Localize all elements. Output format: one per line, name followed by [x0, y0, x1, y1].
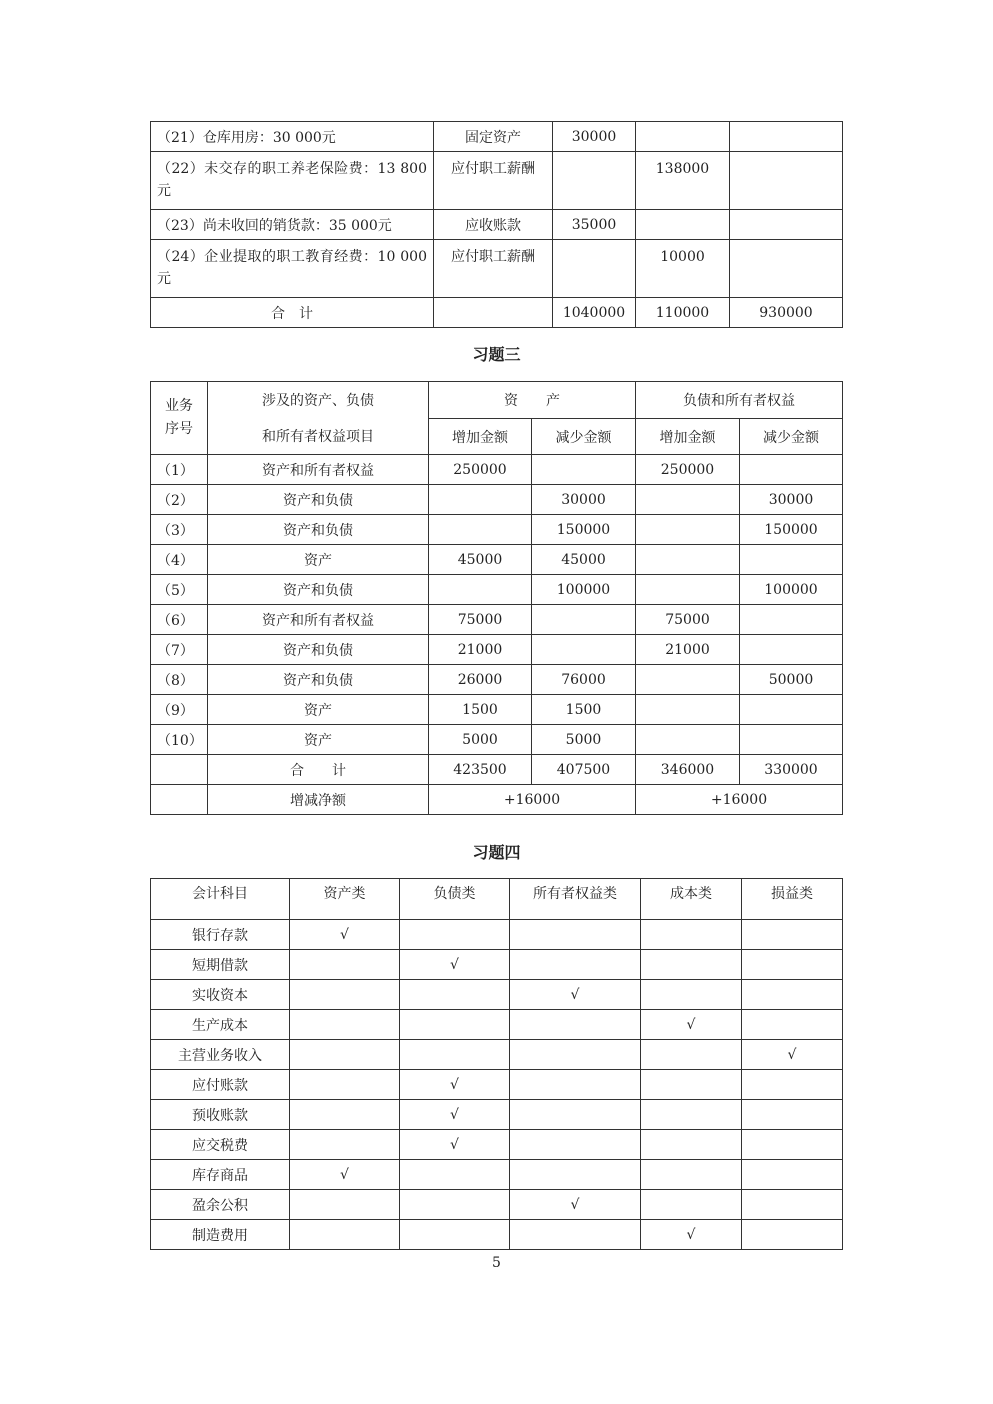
empty-cell	[742, 1010, 843, 1040]
exercise-3-title: 习题三	[472, 345, 521, 364]
empty-cell	[510, 1130, 641, 1160]
table-row	[151, 240, 843, 298]
check-mark: √	[290, 920, 400, 950]
header-liab-decrease: 减少金额	[740, 419, 843, 455]
row-asset-increase	[429, 515, 532, 545]
table-row	[151, 575, 843, 605]
table-row	[151, 122, 843, 152]
table-row	[151, 950, 843, 980]
table-row	[151, 1220, 843, 1250]
total-liab-increase: 346000	[636, 755, 740, 785]
empty-cell	[641, 980, 742, 1010]
row-item: 资产和负债	[208, 485, 429, 515]
total-asset-increase: 423500	[429, 755, 532, 785]
column-header: 所有者权益类	[510, 879, 641, 920]
net-liabilities: +16000	[636, 785, 843, 815]
row-amount-3	[730, 122, 843, 152]
empty-cell	[742, 1070, 843, 1100]
row-amount-1	[553, 240, 636, 298]
row-asset-decrease: 76000	[532, 665, 636, 695]
row-asset-decrease	[532, 605, 636, 635]
row-liab-increase	[636, 545, 740, 575]
row-liab-increase	[636, 485, 740, 515]
row-amount-2: 138000	[636, 152, 730, 210]
table-row	[151, 695, 843, 725]
row-seq: （2）	[151, 485, 208, 515]
row-asset-increase: 21000	[429, 635, 532, 665]
table-row	[151, 1040, 843, 1070]
row-asset-decrease: 1500	[532, 695, 636, 725]
row-liab-decrease	[740, 605, 843, 635]
empty-cell	[641, 1160, 742, 1190]
row-amount-3	[730, 152, 843, 210]
empty-cell	[742, 1130, 843, 1160]
row-amount-3	[730, 210, 843, 240]
row-item: （22）未交存的职工养老保险费：13 800元	[151, 152, 434, 210]
row-liab-decrease	[740, 725, 843, 755]
row-asset-increase: 5000	[429, 725, 532, 755]
empty-cell	[510, 1100, 641, 1130]
empty-cell	[290, 1130, 400, 1160]
table-row	[151, 455, 843, 485]
empty-cell	[641, 920, 742, 950]
table-row	[151, 1130, 843, 1160]
empty-cell	[510, 1070, 641, 1100]
exercise-3-table	[150, 381, 843, 815]
row-liab-decrease	[740, 545, 843, 575]
check-mark: √	[510, 980, 641, 1010]
row-seq: （8）	[151, 665, 208, 695]
check-mark: √	[742, 1040, 843, 1070]
total-amount-2: 110000	[636, 298, 730, 328]
empty-cell	[742, 1160, 843, 1190]
row-liab-increase	[636, 575, 740, 605]
header-asset-increase: 增加金额	[429, 419, 532, 455]
row-item: 资产	[208, 545, 429, 575]
table-row	[151, 485, 843, 515]
row-liab-decrease	[740, 695, 843, 725]
row-item: 资产和负债	[208, 515, 429, 545]
account-name: 应交税费	[151, 1130, 290, 1160]
empty-cell	[641, 1070, 742, 1100]
account-name: 银行存款	[151, 920, 290, 950]
header-liab-increase: 增加金额	[636, 419, 740, 455]
row-account: 应付职工薪酬	[434, 152, 553, 210]
header-items-line1: 涉及的资产、负债	[208, 382, 429, 419]
row-item: 资产和负债	[208, 635, 429, 665]
row-liab-decrease	[740, 635, 843, 665]
empty-cell	[290, 1220, 400, 1250]
row-account: 固定资产	[434, 122, 553, 152]
empty-cell	[742, 1220, 843, 1250]
row-liab-increase	[636, 725, 740, 755]
empty-cell	[400, 1040, 510, 1070]
total-row	[151, 298, 843, 328]
column-header: 资产类	[290, 879, 400, 920]
empty-cell	[400, 980, 510, 1010]
row-asset-increase: 26000	[429, 665, 532, 695]
table-row	[151, 1160, 843, 1190]
row-asset-increase: 45000	[429, 545, 532, 575]
row-liab-increase	[636, 665, 740, 695]
empty-cell	[400, 1010, 510, 1040]
empty-cell	[641, 1190, 742, 1220]
empty-cell	[290, 1070, 400, 1100]
row-item: 资产	[208, 725, 429, 755]
row-item: 资产和所有者权益	[208, 455, 429, 485]
table-row	[151, 210, 843, 240]
empty-cell	[290, 1190, 400, 1220]
row-item: 资产	[208, 695, 429, 725]
header-asset-decrease: 减少金额	[532, 419, 636, 455]
row-item: 资产和所有者权益	[208, 605, 429, 635]
check-mark: √	[400, 950, 510, 980]
row-liab-decrease	[740, 455, 843, 485]
row-item: （24）企业提取的职工教育经费：10 000元	[151, 240, 434, 298]
total-label: 合 计	[208, 755, 429, 785]
row-item: （21）仓库用房：30 000元	[151, 122, 434, 152]
row-liab-increase: 75000	[636, 605, 740, 635]
table-row	[151, 1190, 843, 1220]
net-assets: +16000	[429, 785, 636, 815]
row-account: 应收账款	[434, 210, 553, 240]
table-row	[151, 725, 843, 755]
row-liab-decrease: 100000	[740, 575, 843, 605]
row-amount-1: 35000	[553, 210, 636, 240]
empty-cell	[742, 950, 843, 980]
row-seq: （1）	[151, 455, 208, 485]
table-row	[151, 515, 843, 545]
total-account	[434, 298, 553, 328]
row-asset-increase	[429, 575, 532, 605]
row-seq: （4）	[151, 545, 208, 575]
table-row	[151, 152, 843, 210]
table-row	[151, 545, 843, 575]
exercise-4-title: 习题四	[472, 843, 521, 862]
row-asset-decrease	[532, 455, 636, 485]
row-asset-decrease	[532, 635, 636, 665]
account-name: 预收账款	[151, 1100, 290, 1130]
row-liab-increase	[636, 515, 740, 545]
row-asset-increase	[429, 485, 532, 515]
row-liab-increase: 250000	[636, 455, 740, 485]
row-seq: （5）	[151, 575, 208, 605]
empty-cell	[742, 1100, 843, 1130]
row-asset-increase: 75000	[429, 605, 532, 635]
exercise-4-table	[150, 878, 843, 1250]
check-mark: √	[641, 1010, 742, 1040]
empty-cell	[742, 920, 843, 950]
account-table-continued	[150, 121, 843, 328]
header-seq: 业务 序号	[151, 382, 208, 455]
account-name: 盈余公积	[151, 1190, 290, 1220]
table-row	[151, 665, 843, 695]
row-liab-decrease: 30000	[740, 485, 843, 515]
empty-cell	[400, 1190, 510, 1220]
empty-cell	[400, 1160, 510, 1190]
row-item: （23）尚未收回的销货款：35 000元	[151, 210, 434, 240]
empty-cell	[510, 1160, 641, 1190]
table-row	[151, 980, 843, 1010]
table-row	[151, 1100, 843, 1130]
account-name: 主营业务收入	[151, 1040, 290, 1070]
empty-cell	[290, 1100, 400, 1130]
empty-cell	[290, 980, 400, 1010]
header-liabilities-equity: 负债和所有者权益	[636, 382, 843, 419]
row-seq: （10）	[151, 725, 208, 755]
total-amount-1: 1040000	[553, 298, 636, 328]
net-seq	[151, 785, 208, 815]
table-row	[151, 635, 843, 665]
account-name: 生产成本	[151, 1010, 290, 1040]
row-liab-decrease: 50000	[740, 665, 843, 695]
row-asset-decrease: 5000	[532, 725, 636, 755]
column-header: 会计科目	[151, 879, 290, 920]
empty-cell	[290, 950, 400, 980]
account-name: 短期借款	[151, 950, 290, 980]
row-seq: （3）	[151, 515, 208, 545]
empty-cell	[400, 1220, 510, 1250]
empty-cell	[742, 1190, 843, 1220]
account-name: 库存商品	[151, 1160, 290, 1190]
table-row	[151, 920, 843, 950]
row-seq: （9）	[151, 695, 208, 725]
total-amount-3: 930000	[730, 298, 843, 328]
row-liab-increase	[636, 695, 740, 725]
empty-cell	[510, 1220, 641, 1250]
table-row	[151, 1070, 843, 1100]
row-amount-2: 10000	[636, 240, 730, 298]
row-amount-2	[636, 210, 730, 240]
check-mark: √	[400, 1100, 510, 1130]
check-mark: √	[641, 1220, 742, 1250]
check-mark: √	[290, 1160, 400, 1190]
row-asset-decrease: 150000	[532, 515, 636, 545]
row-asset-increase: 250000	[429, 455, 532, 485]
row-amount-3	[730, 240, 843, 298]
page-number: 5	[492, 1255, 501, 1271]
table-row	[151, 1010, 843, 1040]
column-header: 损益类	[742, 879, 843, 920]
row-liab-decrease: 150000	[740, 515, 843, 545]
row-amount-1: 30000	[553, 122, 636, 152]
empty-cell	[400, 920, 510, 950]
check-mark: √	[510, 1190, 641, 1220]
row-asset-decrease: 30000	[532, 485, 636, 515]
row-asset-increase: 1500	[429, 695, 532, 725]
table-row	[151, 605, 843, 635]
row-asset-decrease: 100000	[532, 575, 636, 605]
header-items-line2: 和所有者权益项目	[208, 419, 429, 455]
empty-cell	[510, 950, 641, 980]
row-asset-decrease: 45000	[532, 545, 636, 575]
row-liab-increase: 21000	[636, 635, 740, 665]
empty-cell	[510, 1010, 641, 1040]
net-label: 增减净额	[208, 785, 429, 815]
empty-cell	[641, 1130, 742, 1160]
empty-cell	[742, 980, 843, 1010]
empty-cell	[641, 1040, 742, 1070]
row-seq: （7）	[151, 635, 208, 665]
empty-cell	[510, 1040, 641, 1070]
check-mark: √	[400, 1070, 510, 1100]
row-item: 资产和负债	[208, 575, 429, 605]
check-mark: √	[400, 1130, 510, 1160]
account-name: 制造费用	[151, 1220, 290, 1250]
total-label: 合 计	[151, 298, 434, 328]
row-amount-2	[636, 122, 730, 152]
empty-cell	[510, 920, 641, 950]
account-name: 应付账款	[151, 1070, 290, 1100]
column-header: 成本类	[641, 879, 742, 920]
row-account: 应付职工薪酬	[434, 240, 553, 298]
account-name: 实收资本	[151, 980, 290, 1010]
empty-cell	[641, 950, 742, 980]
row-item: 资产和负债	[208, 665, 429, 695]
column-header: 负债类	[400, 879, 510, 920]
row-amount-1	[553, 152, 636, 210]
empty-cell	[290, 1010, 400, 1040]
total-seq	[151, 755, 208, 785]
header-assets: 资 产	[429, 382, 636, 419]
row-seq: （6）	[151, 605, 208, 635]
empty-cell	[290, 1040, 400, 1070]
total-liab-decrease: 330000	[740, 755, 843, 785]
total-asset-decrease: 407500	[532, 755, 636, 785]
empty-cell	[641, 1100, 742, 1130]
